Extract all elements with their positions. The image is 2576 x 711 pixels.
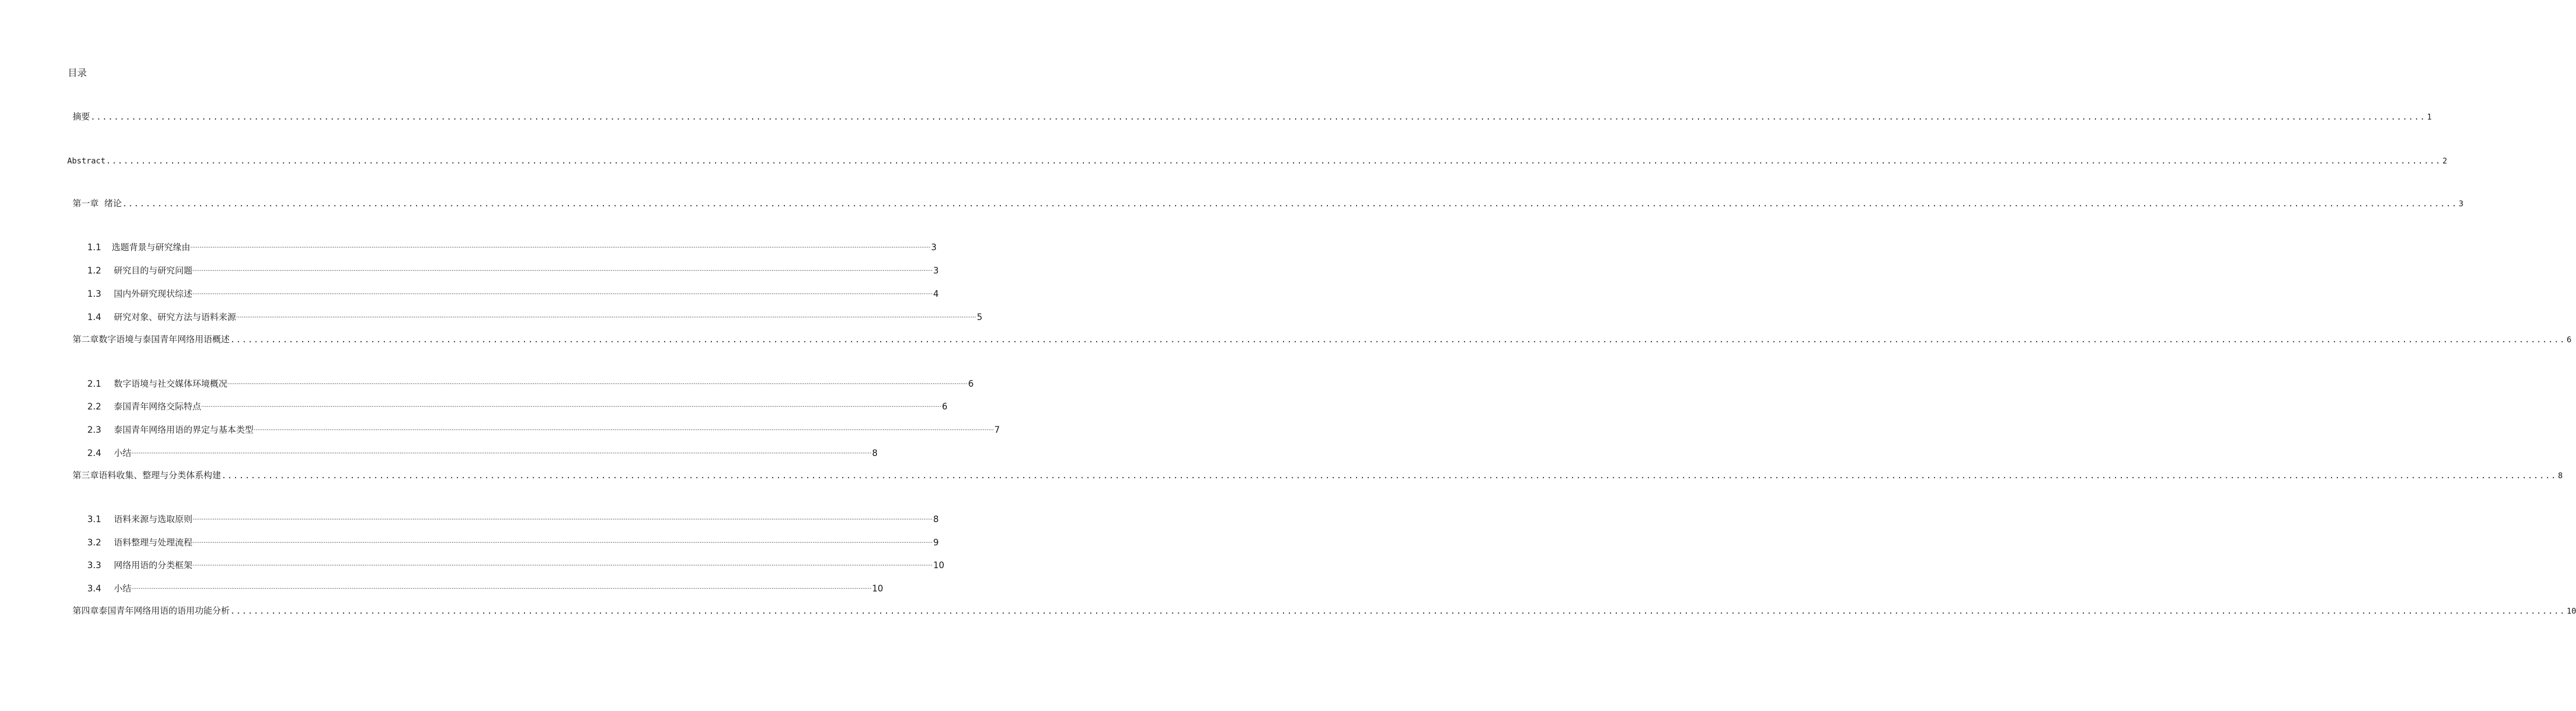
toc-entry-label: 语料来源与选取原则 [114,514,193,524]
toc-entry-page: 7 [994,425,1000,435]
toc-entry-section-3-2[interactable] [87,535,939,549]
toc-entry-label: 第一章 绪论 [73,198,122,208]
toc-entry-page: 8 [2557,471,2563,480]
toc-entry-label: 泰国青年网络用语的界定与基本类型 [114,425,254,435]
dot-leader: ................................................................................................................................................................................................................................................................................................................................................................................................................ [192,289,933,296]
toc-entry-page: 9 [933,537,939,548]
toc-entry-label: 摘要 [73,112,90,122]
toc-entry-number: 1.1 [87,242,102,252]
toc-entry-chapter-4[interactable] [73,603,2576,617]
toc-entry-section-3-3[interactable] [87,558,945,572]
toc-entry-label: 选题背景与研究缘由 [112,242,191,252]
dot-leader: ................................................................................................................................................................................................................................................................................................................................................................................................................ [91,112,2426,122]
toc-entry-label: 研究目的与研究问题 [114,266,193,276]
dot-leader: ................................................................................................................................................................................................................................................................................................................................................................................................................ [227,379,968,386]
dot-leader: ................................................................................................................................................................................................................................................................................................................................................................................................................ [131,584,872,590]
toc-entry-chapter-2[interactable] [73,332,2572,345]
toc-title: 目录 [68,68,87,79]
toc-entry-section-1-2[interactable] [87,263,939,277]
toc-entry-page: 8 [872,448,878,458]
toc-entry-page: 10 [933,560,945,570]
dot-leader: ................................................................................................................................................................................................................................................................................................................................................................................................................ [192,266,933,272]
dot-leader: ................................................................................................................................................................................................................................................................................................................................................................................................................ [190,242,931,249]
toc-entry-number: 3.2 [87,537,102,548]
toc-entry-number: 1.3 [87,289,102,299]
toc-entry-number: 2.3 [87,425,102,435]
dot-leader: ................................................................................................................................................................................................................................................................................................................................................................................................................ [230,335,2566,344]
toc-entry-page: 6 [2566,335,2572,344]
dot-leader: ................................................................................................................................................................................................................................................................................................................................................................................................................ [131,448,872,455]
toc-entry-abstract-en[interactable] [67,153,2447,167]
dot-leader: ................................................................................................................................................................................................................................................................................................................................................................................................................ [122,199,2458,208]
dot-leader: ................................................................................................................................................................................................................................................................................................................................................................................................................ [201,402,942,408]
toc-entry-number: 3.4 [87,584,102,594]
dot-leader: ................................................................................................................................................................................................................................................................................................................................................................................................................ [236,312,977,319]
toc-entry-page: 3 [2459,199,2464,208]
toc-entry-number: 3.1 [87,514,102,524]
toc-entry-page: 1 [2427,112,2432,122]
toc-entry-label: 研究对象、研究方法与语料来源 [114,312,236,322]
dot-leader: ................................................................................................................................................................................................................................................................................................................................................................................................................ [106,156,2442,166]
toc-entry-section-3-1[interactable] [87,512,939,526]
toc-entry-number: 3.3 [87,560,102,570]
toc-entry-page: 8 [933,514,939,524]
toc-entry-label: 语料整理与处理流程 [114,537,193,548]
toc-entry-label: 第四章泰国青年网络用语的语用功能分析 [73,606,230,616]
toc-entry-page: 10 [872,584,883,594]
toc-entry-label: 小结 [114,584,131,594]
dot-leader: ................................................................................................................................................................................................................................................................................................................................................................................................................ [254,425,994,432]
toc-entry-page: 6 [942,402,948,412]
toc-entry-page: 2 [2442,156,2447,166]
toc-entry-section-1-4[interactable] [87,310,983,324]
dot-leader: ................................................................................................................................................................................................................................................................................................................................................................................................................ [230,606,2566,616]
toc-entry-number: 1.4 [87,312,102,322]
toc-entry-section-2-4[interactable] [87,446,878,460]
toc-entry-number: 2.1 [87,379,102,389]
dot-leader: ................................................................................................................................................................................................................................................................................................................................................................................................................ [192,514,933,521]
toc-entry-number: 2.4 [87,448,102,458]
dot-leader: ................................................................................................................................................................................................................................................................................................................................................................................................................ [192,560,933,567]
toc-entry-number: 2.2 [87,402,102,412]
toc-entry-page: 5 [977,312,983,322]
toc-entry-label: 小结 [114,448,131,458]
toc-entry-page: 10 [2566,606,2576,616]
toc-entry-page: 4 [933,289,939,299]
toc-entry-page: 6 [968,379,974,389]
dot-leader: ................................................................................................................................................................................................................................................................................................................................................................................................................ [221,471,2557,480]
toc-entry-page: 3 [933,266,939,276]
toc-entry-number: 1.2 [87,266,102,276]
dot-leader: ................................................................................................................................................................................................................................................................................................................................................................................................................ [192,537,933,544]
toc-entry-chapter-1[interactable] [73,196,2464,209]
toc-entry-label: 网络用语的分类框架 [114,560,193,570]
toc-entry-label: 第二章数字语境与泰国青年网络用语概述 [73,334,230,344]
toc-entry-label: 第三章语料收集、整理与分类体系构建 [73,470,221,480]
toc-entry-abstract-cn[interactable] [73,109,2432,123]
toc-entry-section-1-1[interactable] [87,240,937,254]
toc-entry-label: 泰国青年网络交际特点 [114,402,201,412]
toc-entry-section-2-1[interactable] [87,377,974,390]
toc-entry-section-3-4[interactable] [87,581,883,595]
toc-entry-section-2-2[interactable] [87,399,948,413]
toc-entry-label: 国内外研究现状综述 [114,289,193,299]
toc-entry-chapter-3[interactable] [73,468,2563,481]
toc-entry-section-2-3[interactable] [87,423,1000,436]
toc-entry-section-1-3[interactable] [87,287,939,300]
toc-entry-label: Abstract [67,156,106,166]
toc-entry-label: 数字语境与社交媒体环境概况 [114,379,228,389]
toc-entry-page: 3 [931,242,937,252]
